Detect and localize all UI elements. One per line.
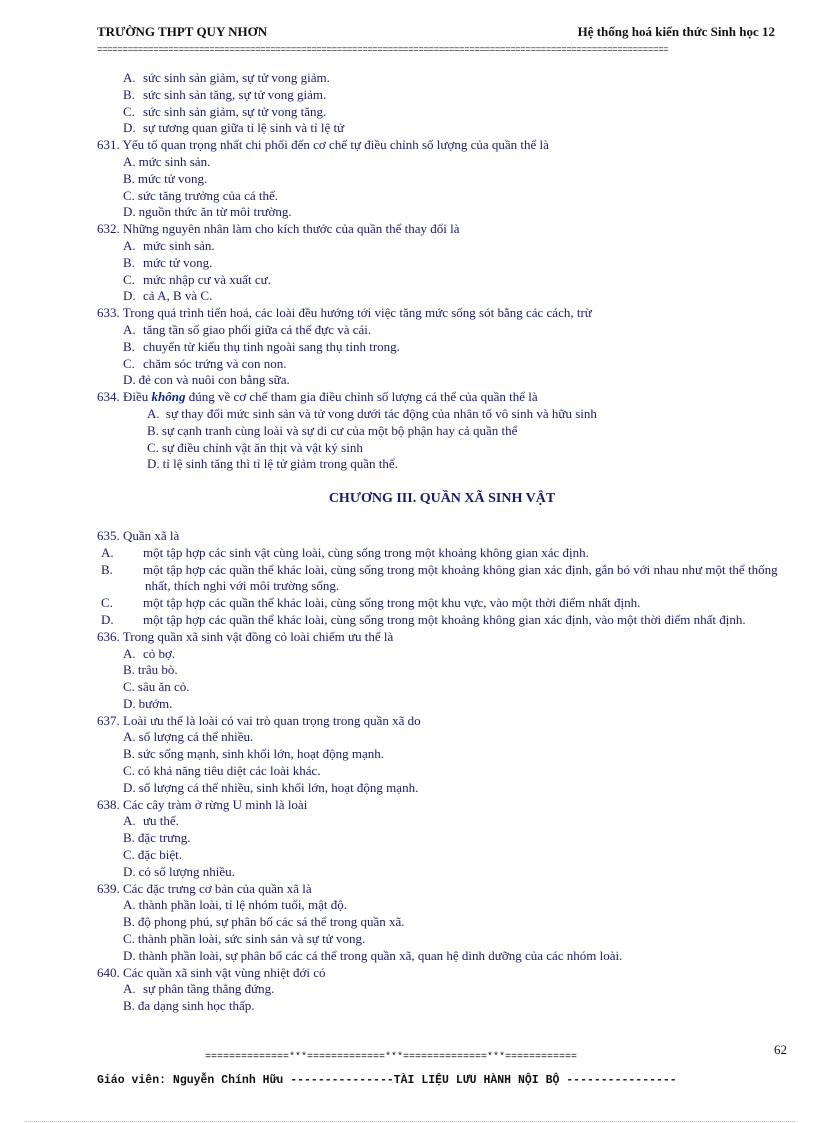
question-text: 637. Loài ưu thế là loài có vai trò quan trọng trong quần xã do: [97, 712, 421, 728]
option-a: A. tăng tần số giao phối giữa cá thể đực và cái.: [123, 321, 372, 337]
option-b: B. một tập hợp các quần thể khác loài, cùng sống trong một khoảng không gian xác định, gắn bó với nhau như một thể thống nhất, thích nghi với môi trường sống.: [101, 561, 778, 594]
option-b: B. mức tử vong.: [123, 254, 213, 270]
option-d: D. đẻ con và nuôi con bằng sữa.: [123, 372, 290, 388]
question-text: 634. Điều không đúng về cơ chế tham gia điều chỉnh số lượng cá thể của quần thể là: [97, 389, 538, 405]
option-b: B. sức sinh sản tăng, sự tử vong giảm.: [123, 86, 327, 102]
option-b: B. chuyển từ kiểu thụ tinh ngoài sang thụ tinh trong.: [123, 338, 400, 354]
question-640: [97, 965, 787, 1015]
question-text: 631. Yếu tố quan trọng nhất chi phối đến cơ chế tự điều chỉnh số lượng của quần thể là: [97, 137, 549, 153]
option-c: C. có khả năng tiêu diệt các loài khác.: [123, 763, 321, 779]
question-text: 635. Quần xã là: [97, 527, 180, 543]
option-a: A. mức sinh sản.: [123, 153, 211, 169]
page-edge-divider: [25, 1121, 795, 1122]
option-a: A. mức sinh sản.: [123, 237, 215, 253]
option-c: C. thành phần loài, sức sinh sản và sự tử vong.: [123, 931, 366, 947]
question-text: 633. Trong quá trình tiến hoá, các loài đều hướng tới việc tăng mức sống sót bằng các cách, trừ: [97, 305, 592, 321]
page-header: [97, 22, 775, 42]
question-635: [97, 528, 787, 629]
option-c: C. một tập hợp các quần thể khác loài, cùng sống trong một khu vực, vào một thời điểm nhất định.: [101, 595, 641, 611]
option-b: B. sức sống mạnh, sinh khối lớn, hoạt động mạnh.: [123, 746, 385, 762]
question-text: 636. Trong quần xã sinh vật đồng cỏ loài chiếm ưu thế là: [97, 628, 394, 644]
option-b: B. mức tử vong.: [123, 170, 208, 186]
school-name: TRƯỜNG THPT QUY NHƠN: [97, 24, 268, 39]
option-d: D. sự tương quan giữa tỉ lệ sinh và tỉ lệ tử: [123, 120, 345, 136]
question-text: 632. Những nguyên nhân làm cho kích thước của quần thể thay đổi là: [97, 221, 460, 237]
question-text: 638. Các cây tràm ở rừng U minh là loài: [97, 796, 308, 812]
option-d: D. số lượng cá thể nhiều, sinh khối lớn, hoạt động mạnh.: [123, 779, 419, 795]
option-c: C. sâu ăn cỏ.: [123, 679, 190, 695]
option-c: C. mức nhập cư và xuất cư.: [123, 271, 271, 287]
option-d: D. có số lượng nhiều.: [123, 863, 235, 879]
option-d: D. bướm.: [123, 695, 173, 711]
chapter-heading: CHƯƠNG III. QUẦN XÃ SINH VẬT: [328, 491, 556, 507]
footer-rule: ==============***=============***==============***============: [205, 1052, 578, 1063]
option-b: B. độ phong phú, sự phân bố các sá thể trong quần xã.: [123, 914, 405, 930]
question-631: [97, 137, 787, 221]
option-d: D. nguồn thức ăn từ môi trường.: [123, 204, 292, 220]
question-636: [97, 629, 787, 713]
option-a: A. ưu thế.: [123, 813, 179, 829]
document-title: Hệ thống hoá kiến thức Sinh học 12: [577, 24, 775, 39]
question-638: [97, 797, 787, 881]
option-c: C. chăm sóc trứng và con non.: [123, 355, 287, 371]
option-a: A. thành phần loài, tỉ lệ nhóm tuổi, mật độ.: [123, 897, 347, 913]
page-number: 62: [774, 1042, 787, 1057]
option-d: D. cả A, B và C.: [123, 288, 213, 304]
emphasis-not: không: [151, 389, 186, 405]
option-a: A. sự phân tầng thẳng đứng.: [123, 981, 275, 997]
page-footer: Giáo viên: Nguyễn Chính Hữu ---------------TÀI LIỆU LƯU HÀNH NỘI BỘ ----------------: [97, 1074, 677, 1087]
question-block-630-tail: [97, 70, 787, 137]
option-c: C. sự điều chỉnh vật ăn thịt và vật ký sinh: [147, 439, 363, 455]
option-b: B. đặc trưng.: [123, 830, 191, 846]
option-a: A. sự thay đổi mức sinh sản và tử vong dưới tác động của nhân tố vô sinh và hữu sinh: [147, 405, 597, 421]
question-633: [97, 305, 787, 389]
option-a: A. sức sinh sản giảm, sự tử vong giảm.: [123, 70, 330, 85]
question-634: [97, 389, 787, 473]
option-c: C. sức tăng trưởng của cá thể.: [123, 187, 279, 203]
option-c: C. sức sinh sản giảm, sự tử vong tăng.: [123, 103, 327, 119]
question-632: [97, 221, 787, 305]
option-d: D. thành phần loài, sự phân bố các cá thể trong quần xã, quan hệ dinh dưỡng của các nhóm loài.: [123, 947, 623, 963]
option-a: A. số lượng cá thể nhiều.: [123, 729, 254, 745]
option-a: A. một tập hợp các sinh vật cùng loài, cùng sống trong một khoảng không gian xác định.: [101, 544, 589, 560]
option-c: C. đặc biệt.: [123, 847, 182, 863]
question-content: [97, 70, 787, 1015]
option-b: B. sự cạnh tranh cùng loài và sự di cư của một bộ phận hay cả quần thể: [147, 422, 518, 438]
header-rule: ================================================================================================================: [97, 45, 669, 55]
option-a: A. cỏ bợ.: [123, 645, 176, 661]
option-d: D. một tập hợp các quần thể khác loài, cùng sống trong một khoảng không gian xác định, vào một thời điểm nhất định.: [101, 611, 746, 627]
option-b: B. đa dạng sinh học thấp.: [123, 998, 255, 1014]
question-text: 639. Các đặc trưng cơ bản của quần xã là: [97, 880, 312, 896]
question-637: [97, 713, 787, 797]
option-b: B. trâu bò.: [123, 662, 178, 678]
question-639: [97, 881, 787, 965]
option-d: D. tỉ lệ sinh tăng thì tỉ lệ tử giảm trong quần thể.: [147, 456, 398, 472]
question-text: 640. Các quần xã sinh vật vùng nhiệt đới có: [97, 964, 326, 980]
